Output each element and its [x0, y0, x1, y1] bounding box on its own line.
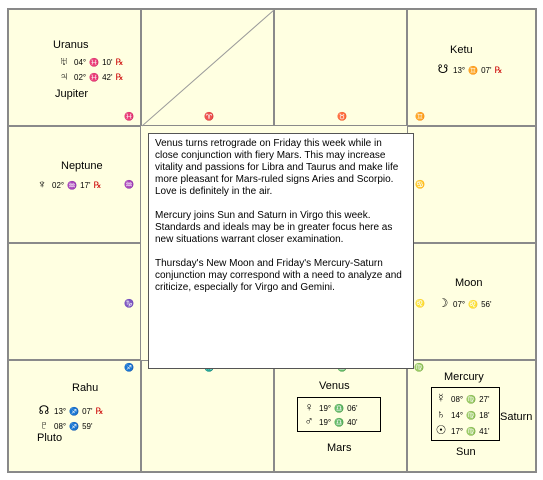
house-aquarius	[8, 126, 141, 243]
sagittarius-icon: ♐	[69, 422, 80, 431]
retrograde-icon: ℞	[494, 65, 503, 75]
retrograde-icon: ℞	[115, 72, 124, 82]
forecast-paragraph-3: Thursday's New Moon and Friday's Mercury-Saturn conjunction may correspond with a need to analyze and criticize, especially for Virgo and Gemini.	[155, 258, 402, 293]
house-libra	[274, 360, 407, 472]
planet-label-rahu: Rahu	[72, 382, 99, 394]
sagittarius-icon: ♐	[69, 407, 80, 416]
moon-icon: ☽	[437, 296, 449, 310]
mercury-icon: ☿	[436, 391, 446, 405]
planet-row-sun: ☉ 17° ♍ 41'	[435, 423, 490, 437]
mars-icon: ♂	[304, 414, 314, 428]
jupiter-icon: ♃	[59, 69, 69, 83]
planet-label-mars: Mars	[327, 442, 352, 454]
planet-label-moon: Moon	[455, 277, 483, 289]
rahu-icon: ☊	[38, 403, 50, 417]
planet-row-venus: ♀ 19° ♎ 06'	[302, 402, 358, 414]
virgo-sign-icon: ♍	[414, 363, 424, 372]
planet-row-uranus: ♅ 04° ♓ 10' ℞	[57, 56, 124, 68]
diagonal-line	[142, 10, 275, 127]
house-leo	[407, 243, 536, 360]
planet-label-pluto: Pluto	[37, 432, 63, 444]
planet-row-ketu: ☋ 13° ♊ 07' ℞	[437, 62, 503, 76]
house-virgo	[407, 360, 536, 472]
pluto-icon: ♇	[39, 418, 49, 432]
planet-row-jupiter: ♃ 02° ♓ 42' ℞	[57, 71, 124, 83]
house-scorpio	[141, 360, 274, 472]
pisces-icon: ♓	[89, 58, 100, 67]
house-capricorn	[8, 243, 141, 360]
libra-icon: ♎	[334, 404, 345, 413]
cancer-sign-icon: ♋	[415, 180, 425, 189]
sun-icon: ☉	[435, 423, 447, 437]
uranus-icon: ♅	[59, 54, 69, 68]
taurus-sign-icon: ♉	[337, 112, 347, 121]
pisces-icon: ♓	[89, 73, 100, 82]
planet-label-sun: Sun	[456, 446, 476, 458]
house-cancer	[407, 126, 536, 243]
planet-row-neptune: ♆ 02° ♒ 17' ℞	[35, 179, 102, 191]
forecast-paragraph-1: Venus turns retrograde on Friday this week while in close conjunction with fiery Mars. This may increase vitality and passions for Libra and Taurus and make life more pleasant for Mars-ruled signs Aries and Scorpio. Love is definitely in the air.	[155, 138, 399, 197]
pisces-sign-icon: ♓	[124, 112, 134, 121]
forecast-text-box	[148, 133, 414, 369]
libra-icon: ♎	[334, 418, 345, 427]
gemini-sign-icon: ♊	[415, 112, 425, 121]
virgo-icon: ♍	[466, 411, 477, 420]
retrograde-icon: ℞	[95, 406, 104, 416]
aquarius-icon: ♒	[67, 181, 78, 190]
planet-label-uranus: Uranus	[53, 39, 89, 51]
planet-row-rahu: ☊ 13° ♐ 07' ℞	[38, 403, 104, 417]
virgo-icon: ♍	[466, 427, 477, 436]
planet-row-saturn: ♄ 14° ♍ 18'	[434, 409, 490, 421]
house-gemini	[407, 9, 536, 126]
planet-row-pluto: ♇ 08° ♐ 59'	[37, 420, 93, 432]
saturn-icon: ♄	[436, 407, 446, 421]
neptune-icon: ♆	[37, 177, 47, 191]
venus-mars-conjunction-box	[297, 397, 381, 432]
house-sagittarius	[8, 360, 141, 472]
house-taurus	[274, 9, 407, 126]
aries-sign-icon: ♈	[204, 112, 214, 121]
astrology-chart	[7, 8, 537, 473]
planet-label-ketu: Ketu	[450, 44, 473, 56]
virgo-icon: ♍	[466, 395, 477, 404]
retrograde-icon: ℞	[115, 57, 124, 67]
planet-label-mercury: Mercury	[444, 371, 484, 383]
gemini-icon: ♊	[468, 66, 479, 75]
planet-label-jupiter: Jupiter	[55, 88, 89, 100]
capricorn-sign-icon: ♑	[124, 299, 134, 308]
aquarius-sign-icon: ♒	[124, 180, 134, 189]
planet-row-mars: ♂ 19° ♎ 40'	[302, 416, 358, 428]
sagittarius-sign-icon: ♐	[124, 363, 134, 372]
mercury-saturn-sun-conjunction-box	[431, 387, 500, 441]
leo-icon: ♌	[468, 300, 479, 309]
house-aries	[141, 9, 274, 126]
planet-label-saturn: Saturn	[500, 411, 533, 423]
planet-label-venus: Venus	[319, 380, 350, 392]
planet-label-neptune: Neptune	[61, 160, 103, 172]
venus-icon: ♀	[304, 400, 314, 414]
retrograde-icon: ℞	[93, 180, 102, 190]
ketu-icon: ☋	[437, 62, 449, 76]
planet-row-mercury: ☿ 08° ♍ 27'	[434, 393, 490, 405]
leo-sign-icon: ♌	[415, 299, 425, 308]
forecast-paragraph-2: Mercury joins Sun and Saturn in Virgo this week. Standards and ideals may be in greater focus here as new situations warrant closer examination.	[155, 210, 393, 245]
house-pisces	[8, 9, 141, 126]
planet-row-moon: ☽ 07° ♌ 56'	[437, 296, 492, 310]
